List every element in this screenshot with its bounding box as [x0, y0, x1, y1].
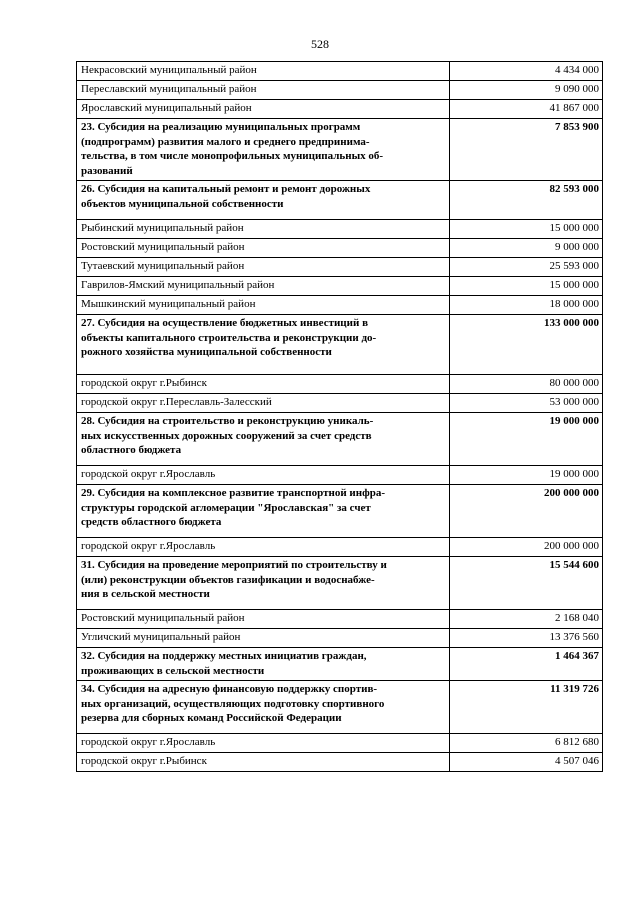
- recipient-row: [77, 239, 603, 258]
- subsidy-row: [77, 485, 603, 538]
- recipient-name: Ростовский муниципальный район: [77, 610, 450, 629]
- subsidy-title-line: (или) реконструкции объектов газификации и водоснабже-: [81, 573, 375, 586]
- subsidy-title: [77, 119, 450, 181]
- recipient-amount: 9 090 000: [450, 81, 603, 100]
- subsidy-total-amount: 200 000 000: [450, 485, 603, 538]
- recipient-row: [77, 538, 603, 557]
- subsidy-title-line: средств областного бюджета: [81, 516, 222, 528]
- recipient-amount: 2 168 040: [450, 610, 603, 629]
- subsidy-title-line: проживающих в сельской местности: [81, 664, 265, 677]
- recipient-amount: 18 000 000: [450, 296, 603, 315]
- recipient-amount: 200 000 000: [450, 538, 603, 557]
- recipient-name: городской округ г.Рыбинск: [77, 753, 450, 772]
- recipient-row: [77, 100, 603, 119]
- subsidy-table: [76, 61, 603, 772]
- recipient-row: [77, 734, 603, 753]
- recipient-amount: 6 812 680: [450, 734, 603, 753]
- recipient-name: Мышкинский муниципальный район: [77, 296, 450, 315]
- recipient-row: [77, 629, 603, 648]
- recipient-name: Гаврилов-Ямский муниципальный район: [77, 277, 450, 296]
- subsidy-title: [77, 413, 450, 466]
- recipient-name: Ростовский муниципальный район: [77, 239, 450, 258]
- subsidy-title-line: 31. Субсидия на проведение мероприятий по строительству и: [81, 559, 387, 571]
- recipient-name: Угличский муниципальный район: [77, 629, 450, 648]
- subsidy-row: [77, 181, 603, 220]
- subsidy-row: [77, 648, 603, 681]
- subsidy-row: [77, 681, 603, 734]
- recipient-name: городской округ г.Переславль-Залесский: [77, 394, 450, 413]
- page-number: 528: [311, 37, 329, 51]
- subsidy-title-line: ния в сельской местности: [81, 588, 210, 600]
- recipient-name: Переславский муниципальный район: [77, 81, 450, 100]
- subsidy-title-line: рожного хозяйства муниципальной собственности: [81, 346, 332, 358]
- recipient-row: [77, 81, 603, 100]
- subsidy-total-amount: 1 464 367: [450, 648, 603, 681]
- recipient-name: городской округ г.Ярославль: [77, 734, 450, 753]
- subsidy-title-line: объектов муниципальной собственности: [81, 197, 284, 210]
- recipient-row: [77, 753, 603, 772]
- subsidy-title-line: 34. Субсидия на адресную финансовую поддержку спортив-: [81, 683, 378, 695]
- recipient-name: городской округ г.Ярославль: [77, 538, 450, 557]
- recipient-row: [77, 610, 603, 629]
- recipient-name: городской округ г.Ярославль: [77, 466, 450, 485]
- subsidy-title-line: 28. Субсидия на строительство и реконструкцию уникаль-: [81, 415, 374, 427]
- subsidy-title: [77, 181, 450, 220]
- subsidy-title-line: 23. Субсидия на реализацию муниципальных программ: [81, 121, 361, 133]
- recipient-name: городской округ г.Рыбинск: [77, 375, 450, 394]
- subsidy-total-amount: 15 544 600: [450, 557, 603, 610]
- recipient-amount: 4 507 046: [450, 753, 603, 772]
- recipient-amount: 53 000 000: [450, 394, 603, 413]
- subsidy-title: [77, 485, 450, 538]
- subsidy-title-line: резерва для сборных команд Российской Федерации: [81, 712, 342, 724]
- subsidy-title-line: 32. Субсидия на поддержку местных инициатив граждан,: [81, 650, 367, 662]
- recipient-amount: 80 000 000: [450, 375, 603, 394]
- subsidy-total-amount: 11 319 726: [450, 681, 603, 734]
- subsidy-row: [77, 413, 603, 466]
- subsidy-title: [77, 648, 450, 681]
- subsidy-title-line: тельства, в том числе монопрофильных муниципальных об-: [81, 150, 384, 162]
- recipient-row: [77, 220, 603, 239]
- subsidy-total-amount: 133 000 000: [450, 315, 603, 375]
- recipient-row: [77, 375, 603, 394]
- recipient-amount: 19 000 000: [450, 466, 603, 485]
- subsidy-title-line: объекты капитального строительства и реконструкции до-: [81, 331, 377, 344]
- subsidy-title-line: ных организаций, осуществляющих подготовку спортивного: [81, 697, 385, 710]
- subsidy-title-line: структуры городской агломерации "Ярославская" за счет: [81, 501, 371, 514]
- subsidy-title-line: областного бюджета: [81, 444, 182, 456]
- subsidy-title-line: 29. Субсидия на комплексное развитие транспортной инфра-: [81, 487, 385, 499]
- recipient-name: Рыбинский муниципальный район: [77, 220, 450, 239]
- recipient-amount: 41 867 000: [450, 100, 603, 119]
- subsidy-title: [77, 557, 450, 610]
- subsidy-title-line: разований: [81, 164, 133, 177]
- recipient-row: [77, 258, 603, 277]
- subsidy-row: [77, 557, 603, 610]
- recipient-row: [77, 394, 603, 413]
- subsidy-title-line: ных искусственных дорожных сооружений за счет средств: [81, 429, 372, 442]
- subsidy-title: [77, 681, 450, 734]
- recipient-row: [77, 62, 603, 81]
- recipient-row: [77, 277, 603, 296]
- subsidy-row: [77, 119, 603, 181]
- recipient-row: [77, 296, 603, 315]
- subsidy-title-line: 26. Субсидия на капитальный ремонт и ремонт дорожных: [81, 183, 371, 195]
- recipient-amount: 13 376 560: [450, 629, 603, 648]
- recipient-amount: 4 434 000: [450, 62, 603, 81]
- subsidy-total-amount: 7 853 900: [450, 119, 603, 181]
- subsidy-total-amount: 19 000 000: [450, 413, 603, 466]
- recipient-name: Тутаевский муниципальный район: [77, 258, 450, 277]
- subsidy-title: [77, 315, 450, 375]
- recipient-amount: 9 000 000: [450, 239, 603, 258]
- recipient-amount: 25 593 000: [450, 258, 603, 277]
- recipient-amount: 15 000 000: [450, 220, 603, 239]
- subsidy-title-line: (подпрограмм) развития малого и среднего предпринима-: [81, 135, 370, 148]
- subsidy-total-amount: 82 593 000: [450, 181, 603, 220]
- subsidy-title-line: 27. Субсидия на осуществление бюджетных инвестиций в: [81, 317, 369, 329]
- recipient-name: Некрасовский муниципальный район: [77, 62, 450, 81]
- recipient-amount: 15 000 000: [450, 277, 603, 296]
- subsidy-row: [77, 315, 603, 375]
- recipient-name: Ярославский муниципальный район: [77, 100, 450, 119]
- recipient-row: [77, 466, 603, 485]
